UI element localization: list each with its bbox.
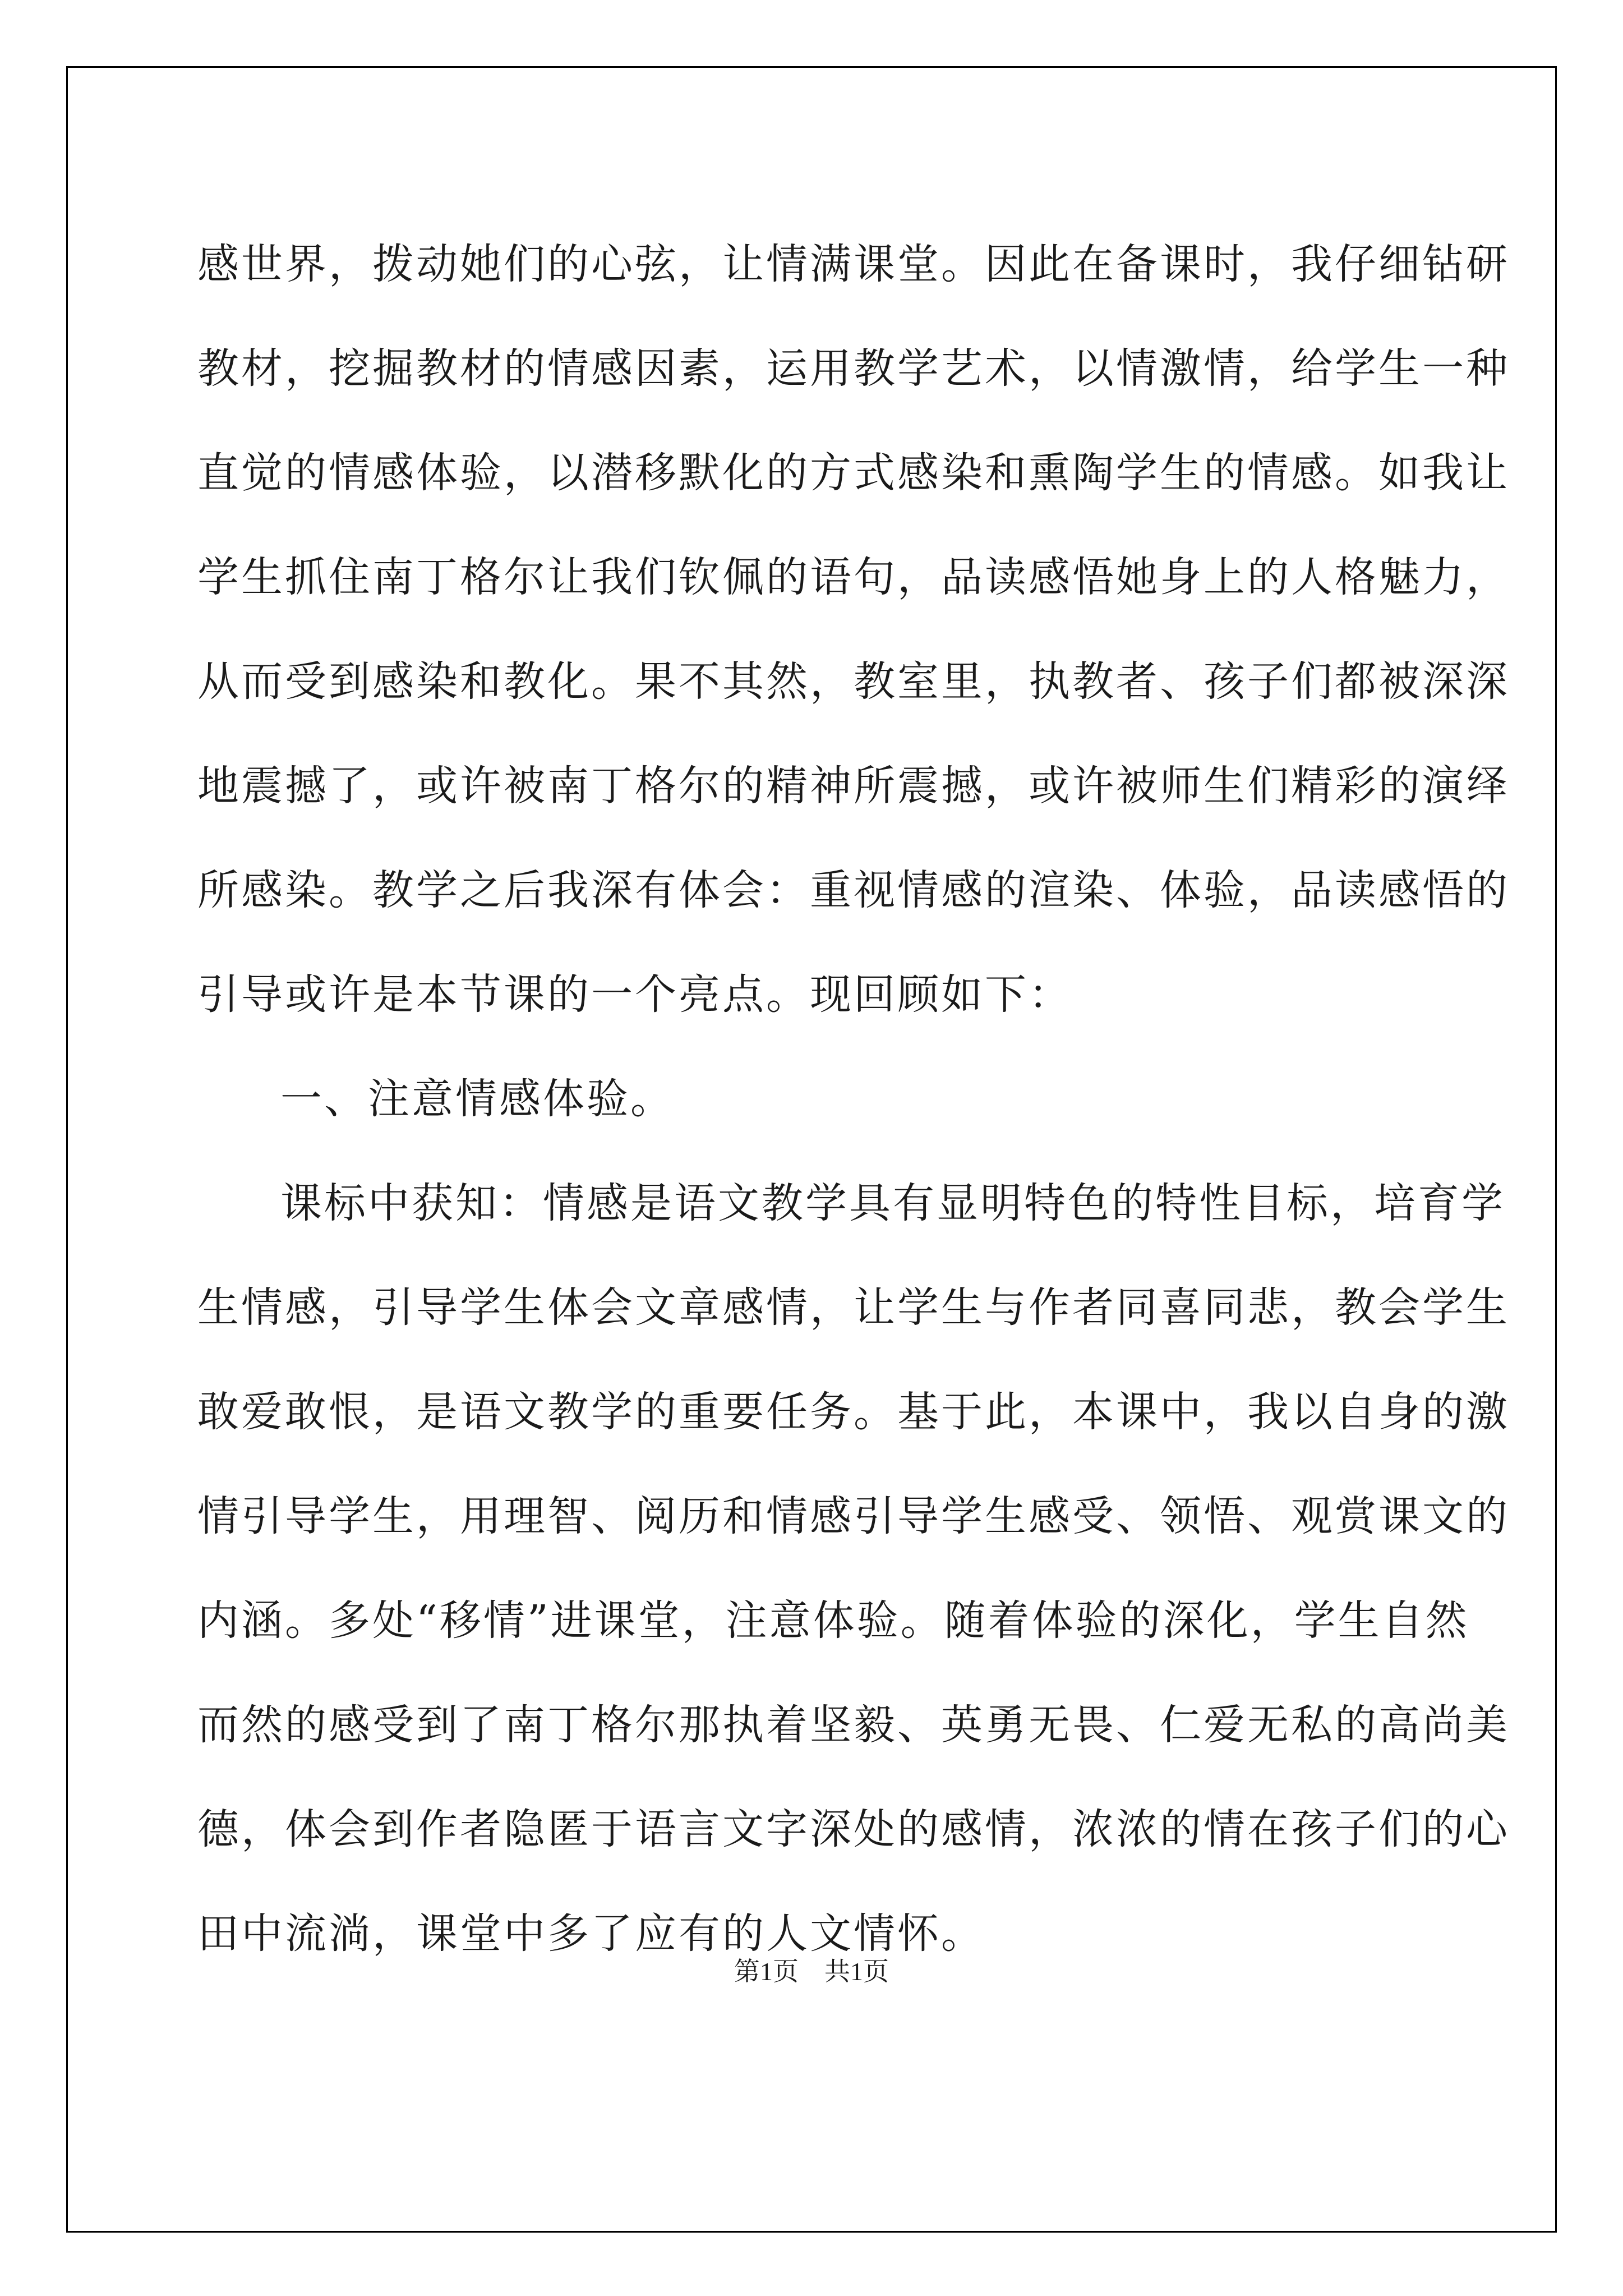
document-body bbox=[197, 212, 1510, 1986]
text-line: 课标中获知：情感是语文教学具有显明特色的特性目标，培育学 bbox=[280, 1179, 1505, 1227]
heading-line: 一、注意情感体验。 bbox=[280, 1075, 674, 1123]
text-line: 从而受到感染和教化。果不其然，教室里，执教者、孩子们都被深深 bbox=[197, 657, 1510, 706]
section-heading bbox=[197, 1047, 1426, 1151]
text-line: 敢爱敢恨，是语文教学的重要任务。基于此，本课中，我以自身的激 bbox=[197, 1388, 1510, 1436]
text-line: 地震撼了，或许被南丁格尔的精神所震撼，或许被师生们精彩的演绎 bbox=[197, 762, 1510, 810]
text-line: 直觉的情感体验，以潜移默化的方式感染和熏陶学生的情感。如我让 bbox=[197, 449, 1510, 497]
text-line: 情引导学生，用理智、阅历和情感引导学生感受、领悟、观赏课文的 bbox=[197, 1492, 1510, 1540]
text-line: 引导或许是本节课的一个亮点。现回顾如下： bbox=[197, 970, 1072, 1019]
text-line: 感世界，拨动她们的心弦，让情满课堂。因此在备课时，我仔细钻研 bbox=[197, 240, 1510, 288]
text-line: 德，体会到作者隐匿于语言文字深处的感情，浓浓的情在孩子们的心 bbox=[197, 1805, 1510, 1853]
text-line: 所感染。教学之后我深有体会：重视情感的渲染、体验，品读感悟的 bbox=[197, 866, 1510, 914]
paragraph-body bbox=[197, 1151, 1510, 1986]
text-line: 田中流淌，课堂中多了应有的人文情怀。 bbox=[197, 1910, 985, 1958]
page-number-footer: 第1页 共1页 bbox=[734, 1957, 889, 1986]
text-line: 内涵。多处“移情”进课堂，注意体验。随着体验的深化，学生自然 bbox=[197, 1596, 1469, 1645]
paragraph-intro bbox=[197, 212, 1510, 1047]
text-line: 教材，挖掘教材的情感因素，运用教学艺术，以情激情，给学生一种 bbox=[197, 344, 1510, 393]
text-line: 学生抓住南丁格尔让我们钦佩的语句，品读感悟她身上的人格魅力， bbox=[197, 553, 1510, 601]
text-line: 生情感，引导学生体会文章感情，让学生与作者同喜同悲，教会学生 bbox=[197, 1283, 1510, 1332]
text-line: 而然的感受到了南丁格尔那执着坚毅、英勇无畏、仁爱无私的高尚美 bbox=[197, 1701, 1510, 1749]
